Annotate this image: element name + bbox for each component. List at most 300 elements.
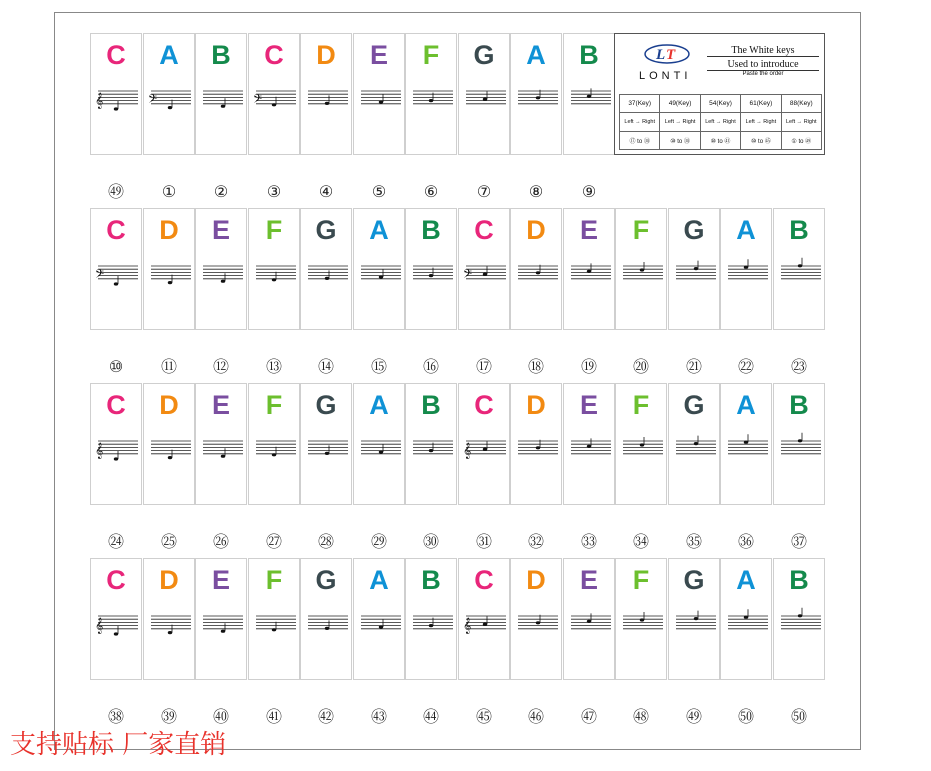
key-number-label: ㊾ xyxy=(686,709,703,726)
staff-notation xyxy=(357,79,403,129)
note-letter: F xyxy=(265,390,283,420)
key-number-label: ㉟ xyxy=(686,534,703,551)
key-number xyxy=(773,359,825,377)
note-card-g xyxy=(458,33,510,155)
note-card-e xyxy=(563,208,615,330)
note-letter: A xyxy=(736,565,756,595)
note-card-a xyxy=(143,33,195,155)
staff-notation xyxy=(357,604,403,654)
staff-area xyxy=(567,429,613,479)
staff-area xyxy=(567,604,613,654)
note-letter: B xyxy=(421,565,441,595)
staff-area xyxy=(252,254,298,304)
note-card-g xyxy=(300,558,352,680)
key-number-label: ㉜ xyxy=(528,534,545,551)
staff-notation xyxy=(304,429,350,479)
note-letter: C xyxy=(474,390,494,420)
staff-notation xyxy=(462,429,508,479)
staff-notation xyxy=(514,254,560,304)
staff-notation xyxy=(304,604,350,654)
key-count-37: 37(Key) xyxy=(620,95,660,113)
note-letter: E xyxy=(211,390,230,420)
staff-area xyxy=(462,254,508,304)
key-range-table xyxy=(619,94,822,150)
direction-label: Left → Right xyxy=(781,112,821,132)
note-letter: G xyxy=(683,215,705,245)
key-number-label: ㊳ xyxy=(108,709,125,726)
staff-notation xyxy=(724,429,770,479)
key-number-label: ㉞ xyxy=(633,534,650,551)
staff-area xyxy=(514,429,560,479)
note-card-d xyxy=(300,33,352,155)
staff-area xyxy=(777,604,823,654)
staff-area xyxy=(619,429,665,479)
staff-notation xyxy=(409,254,455,304)
note-card-g xyxy=(668,558,720,680)
staff-area xyxy=(147,429,193,479)
note-letter: B xyxy=(421,215,441,245)
staff-area xyxy=(199,79,245,129)
staff-notation xyxy=(199,254,245,304)
key-number xyxy=(563,709,615,727)
note-card-e xyxy=(195,558,247,680)
staff-notation xyxy=(252,604,298,654)
key-number xyxy=(90,534,142,552)
range-49: ⑩ to ㊳ xyxy=(660,132,700,150)
clef-icon: 𝄞 xyxy=(463,618,472,634)
note-card-a xyxy=(353,208,405,330)
note-letter: D xyxy=(526,215,546,245)
staff-area xyxy=(304,254,350,304)
note-card-b xyxy=(405,208,457,330)
staff-notation xyxy=(357,254,403,304)
note-card-g xyxy=(668,208,720,330)
staff-area xyxy=(94,429,140,479)
info-title: The White keys xyxy=(707,45,819,57)
staff-notation xyxy=(199,429,245,479)
staff-area xyxy=(304,79,350,129)
staff-area xyxy=(304,429,350,479)
staff-notation xyxy=(147,254,193,304)
clef-icon: 𝄞 xyxy=(95,618,104,634)
note-card-c xyxy=(458,558,510,680)
key-number xyxy=(563,184,615,202)
note-card-f xyxy=(405,33,457,155)
note-card-e xyxy=(563,383,615,505)
key-count-88: 88(Key) xyxy=(781,95,821,113)
key-number-label: ㉝ xyxy=(581,534,598,551)
staff-notation xyxy=(514,604,560,654)
staff-notation xyxy=(94,429,140,479)
key-number xyxy=(563,534,615,552)
staff-notation xyxy=(567,604,613,654)
staff-area xyxy=(357,79,403,129)
note-letter: A xyxy=(736,390,756,420)
note-card-e xyxy=(353,33,405,155)
key-number-label: ㊺ xyxy=(476,709,493,726)
note-letter: C xyxy=(474,215,494,245)
key-number-label: ⑧ xyxy=(528,184,544,201)
note-letter: B xyxy=(421,390,441,420)
note-letter: B xyxy=(789,390,809,420)
note-card-g xyxy=(668,383,720,505)
staff-notation xyxy=(462,604,508,654)
staff-area xyxy=(409,254,455,304)
staff-notation xyxy=(462,79,508,129)
key-number-label: ⑤ xyxy=(371,184,387,201)
key-number xyxy=(248,534,300,552)
staff-notation xyxy=(357,429,403,479)
key-number xyxy=(668,359,720,377)
staff-area xyxy=(199,254,245,304)
staff-area xyxy=(672,429,718,479)
range-88: ① to ㊾ xyxy=(781,132,821,150)
note-letter: B xyxy=(211,40,231,70)
staff-notation xyxy=(724,254,770,304)
key-number xyxy=(720,709,772,727)
key-number xyxy=(720,359,772,377)
note-card-d xyxy=(510,208,562,330)
note-card-f xyxy=(615,558,667,680)
staff-area xyxy=(724,604,770,654)
note-letter: D xyxy=(526,390,546,420)
note-letter: G xyxy=(315,215,337,245)
staff-area xyxy=(462,79,508,129)
key-number xyxy=(195,184,247,202)
key-count-54: 54(Key) xyxy=(700,95,740,113)
staff-notation xyxy=(777,604,823,654)
key-number-label: ㊴ xyxy=(161,709,178,726)
note-letter: A xyxy=(736,215,756,245)
key-number xyxy=(300,709,352,727)
note-card-c xyxy=(90,33,142,155)
key-number xyxy=(143,359,195,377)
staff-area xyxy=(94,604,140,654)
staff-area xyxy=(672,254,718,304)
staff-notation xyxy=(672,604,718,654)
staff-area xyxy=(304,604,350,654)
key-number xyxy=(90,184,142,202)
note-card-d xyxy=(510,558,562,680)
staff-area xyxy=(672,604,718,654)
key-number xyxy=(353,184,405,202)
clef-icon: 𝄢 xyxy=(148,93,158,109)
key-number-label: ⑱ xyxy=(528,359,545,376)
key-number-label: ⑲ xyxy=(581,359,598,376)
note-card-e xyxy=(195,208,247,330)
note-letter: C xyxy=(106,215,126,245)
key-count-49: 49(Key) xyxy=(660,95,700,113)
staff-notation xyxy=(147,604,193,654)
key-number xyxy=(195,709,247,727)
promo-caption: 支持贴标 厂家直销 xyxy=(10,730,227,760)
key-number xyxy=(300,534,352,552)
note-card-f xyxy=(615,383,667,505)
note-letter: C xyxy=(474,565,494,595)
staff-area xyxy=(199,429,245,479)
note-card-a xyxy=(353,383,405,505)
note-letter: B xyxy=(789,215,809,245)
staff-notation xyxy=(199,604,245,654)
key-number-label: ④ xyxy=(318,184,334,201)
note-card-a xyxy=(510,33,562,155)
key-number xyxy=(248,709,300,727)
note-card-c xyxy=(458,383,510,505)
key-number xyxy=(615,709,667,727)
note-card-b xyxy=(563,33,615,155)
svg-text:L: L xyxy=(656,47,666,63)
staff-area xyxy=(357,604,403,654)
note-letter: B xyxy=(789,565,809,595)
staff-area xyxy=(357,254,403,304)
key-number-label: ㉗ xyxy=(266,534,283,551)
note-letter: D xyxy=(316,40,336,70)
note-letter: G xyxy=(315,565,337,595)
note-card-c xyxy=(458,208,510,330)
note-card-b xyxy=(773,208,825,330)
key-number-label: ① xyxy=(161,184,177,201)
staff-notation xyxy=(514,429,560,479)
key-number-label: ⑯ xyxy=(423,359,440,376)
logo-text: LONTI xyxy=(639,70,692,82)
key-number-label: ㉕ xyxy=(161,534,178,551)
note-letter: D xyxy=(526,565,546,595)
note-card-f xyxy=(248,208,300,330)
staff-notation xyxy=(672,429,718,479)
note-letter: F xyxy=(632,390,650,420)
staff-area xyxy=(724,429,770,479)
staff-area xyxy=(147,254,193,304)
key-number xyxy=(405,709,457,727)
note-letter: D xyxy=(159,215,179,245)
staff-area xyxy=(252,79,298,129)
key-number-label: ㊼ xyxy=(581,709,598,726)
clef-icon: 𝄢 xyxy=(95,268,105,284)
note-letter: A xyxy=(526,40,546,70)
key-number xyxy=(248,184,300,202)
note-card-e xyxy=(563,558,615,680)
key-number-label: ㉛ xyxy=(476,534,493,551)
note-card-a xyxy=(720,558,772,680)
note-letter: C xyxy=(106,565,126,595)
key-number-label: ㊻ xyxy=(528,709,545,726)
note-letter: E xyxy=(579,390,598,420)
clef-icon: 𝄞 xyxy=(95,93,104,109)
key-number xyxy=(405,534,457,552)
note-letter: E xyxy=(579,565,598,595)
key-number-label: ⑦ xyxy=(476,184,492,201)
staff-area xyxy=(777,254,823,304)
info-box xyxy=(614,33,825,155)
key-count-61: 61(Key) xyxy=(741,95,781,113)
note-letter: F xyxy=(265,215,283,245)
note-card-f xyxy=(248,383,300,505)
staff-area xyxy=(409,604,455,654)
key-number xyxy=(143,709,195,727)
key-number xyxy=(195,359,247,377)
key-number xyxy=(143,534,195,552)
staff-notation xyxy=(304,79,350,129)
staff-area xyxy=(514,604,560,654)
lonti-logo-icon xyxy=(643,42,691,66)
direction-label: Left → Right xyxy=(700,112,740,132)
staff-notation xyxy=(514,79,560,129)
key-number-label: ㊹ xyxy=(423,709,440,726)
key-number-label: ⑪ xyxy=(161,359,178,376)
key-number-label: ㉖ xyxy=(213,534,230,551)
svg-text:T: T xyxy=(666,47,676,63)
key-number xyxy=(353,534,405,552)
key-number-label: ⑮ xyxy=(371,359,388,376)
clef-icon: 𝄞 xyxy=(95,443,104,459)
note-letter: E xyxy=(211,215,230,245)
note-card-a xyxy=(720,208,772,330)
staff-notation xyxy=(724,604,770,654)
key-number xyxy=(353,709,405,727)
key-number-label: ㉑ xyxy=(686,359,703,376)
key-number xyxy=(510,359,562,377)
key-number-label: ⑬ xyxy=(266,359,283,376)
staff-notation xyxy=(147,429,193,479)
staff-notation xyxy=(409,79,455,129)
staff-area xyxy=(94,79,140,129)
key-number-label: ⑨ xyxy=(581,184,597,201)
key-number xyxy=(248,359,300,377)
staff-area xyxy=(724,254,770,304)
key-number-label: ㉙ xyxy=(371,534,388,551)
key-number-label: ㉔ xyxy=(108,534,125,551)
staff-notation xyxy=(94,604,140,654)
note-card-b xyxy=(405,558,457,680)
key-number xyxy=(773,534,825,552)
direction-label: Left → Right xyxy=(741,112,781,132)
staff-notation xyxy=(409,604,455,654)
key-number xyxy=(458,534,510,552)
key-number-label: ㊿ xyxy=(738,709,755,726)
staff-notation xyxy=(619,254,665,304)
note-card-e xyxy=(195,383,247,505)
key-number-label: ㉒ xyxy=(738,359,755,376)
clef-icon: 𝄞 xyxy=(463,443,472,459)
note-card-b xyxy=(773,558,825,680)
key-number-label: ㊶ xyxy=(266,709,283,726)
staff-area xyxy=(462,429,508,479)
note-letter: C xyxy=(264,40,284,70)
key-number xyxy=(563,359,615,377)
staff-notation xyxy=(619,429,665,479)
staff-area xyxy=(409,429,455,479)
key-number-label: ⑭ xyxy=(318,359,335,376)
key-number xyxy=(668,534,720,552)
staff-area xyxy=(462,604,508,654)
staff-area xyxy=(567,254,613,304)
key-number-label: ㊾ xyxy=(108,184,125,201)
note-letter: D xyxy=(159,390,179,420)
note-letter: C xyxy=(106,40,126,70)
note-card-c xyxy=(90,558,142,680)
range-37: ⑰ to ㊳ xyxy=(620,132,660,150)
direction-label: Left → Right xyxy=(660,112,700,132)
note-card-d xyxy=(510,383,562,505)
key-number xyxy=(300,359,352,377)
staff-notation xyxy=(777,254,823,304)
note-card-a xyxy=(353,558,405,680)
note-card-b xyxy=(195,33,247,155)
key-number xyxy=(668,709,720,727)
key-number-label: ㊽ xyxy=(633,709,650,726)
note-letter: E xyxy=(211,565,230,595)
key-number xyxy=(143,184,195,202)
note-letter: G xyxy=(683,390,705,420)
key-number-label: ⑫ xyxy=(213,359,230,376)
key-number-label: ㉓ xyxy=(791,359,808,376)
key-number-label: ㊸ xyxy=(371,709,388,726)
staff-notation xyxy=(304,254,350,304)
note-letter: G xyxy=(315,390,337,420)
key-number xyxy=(405,359,457,377)
note-card-b xyxy=(405,383,457,505)
key-number xyxy=(720,534,772,552)
note-letter: A xyxy=(159,40,179,70)
range-54: ⑩ to ㊶ xyxy=(700,132,740,150)
key-number xyxy=(353,359,405,377)
staff-notation xyxy=(199,79,245,129)
note-letter: F xyxy=(632,215,650,245)
info-note: Paste the order xyxy=(742,71,784,77)
key-number xyxy=(773,709,825,727)
key-number-label: ③ xyxy=(266,184,282,201)
key-number-label: ㊿ xyxy=(791,709,808,726)
key-number xyxy=(195,534,247,552)
key-number-label: ⑩ xyxy=(108,359,124,376)
key-number-label: ㊷ xyxy=(318,709,335,726)
staff-notation xyxy=(462,254,508,304)
note-letter: C xyxy=(106,390,126,420)
note-letter: F xyxy=(632,565,650,595)
staff-area xyxy=(357,429,403,479)
staff-notation xyxy=(567,429,613,479)
key-number xyxy=(300,184,352,202)
key-number-label: ② xyxy=(213,184,229,201)
staff-area xyxy=(147,604,193,654)
direction-label: Left → Right xyxy=(620,112,660,132)
staff-area xyxy=(514,254,560,304)
note-letter: F xyxy=(265,565,283,595)
staff-notation xyxy=(147,79,193,129)
key-number xyxy=(90,359,142,377)
staff-area xyxy=(514,79,560,129)
staff-notation xyxy=(94,79,140,129)
staff-notation xyxy=(567,79,613,129)
note-card-d xyxy=(143,208,195,330)
key-number xyxy=(458,709,510,727)
staff-area xyxy=(252,429,298,479)
staff-notation xyxy=(409,429,455,479)
staff-notation xyxy=(252,254,298,304)
note-letter: B xyxy=(579,40,599,70)
key-number-label: ㉘ xyxy=(318,534,335,551)
staff-notation xyxy=(672,254,718,304)
note-card-d xyxy=(143,558,195,680)
note-letter: A xyxy=(369,390,389,420)
note-card-c xyxy=(90,383,142,505)
key-number xyxy=(510,534,562,552)
staff-area xyxy=(619,604,665,654)
key-number-label: ㊲ xyxy=(791,534,808,551)
note-card-g xyxy=(300,383,352,505)
staff-notation xyxy=(94,254,140,304)
range-61: ⑩ to ㊺ xyxy=(741,132,781,150)
